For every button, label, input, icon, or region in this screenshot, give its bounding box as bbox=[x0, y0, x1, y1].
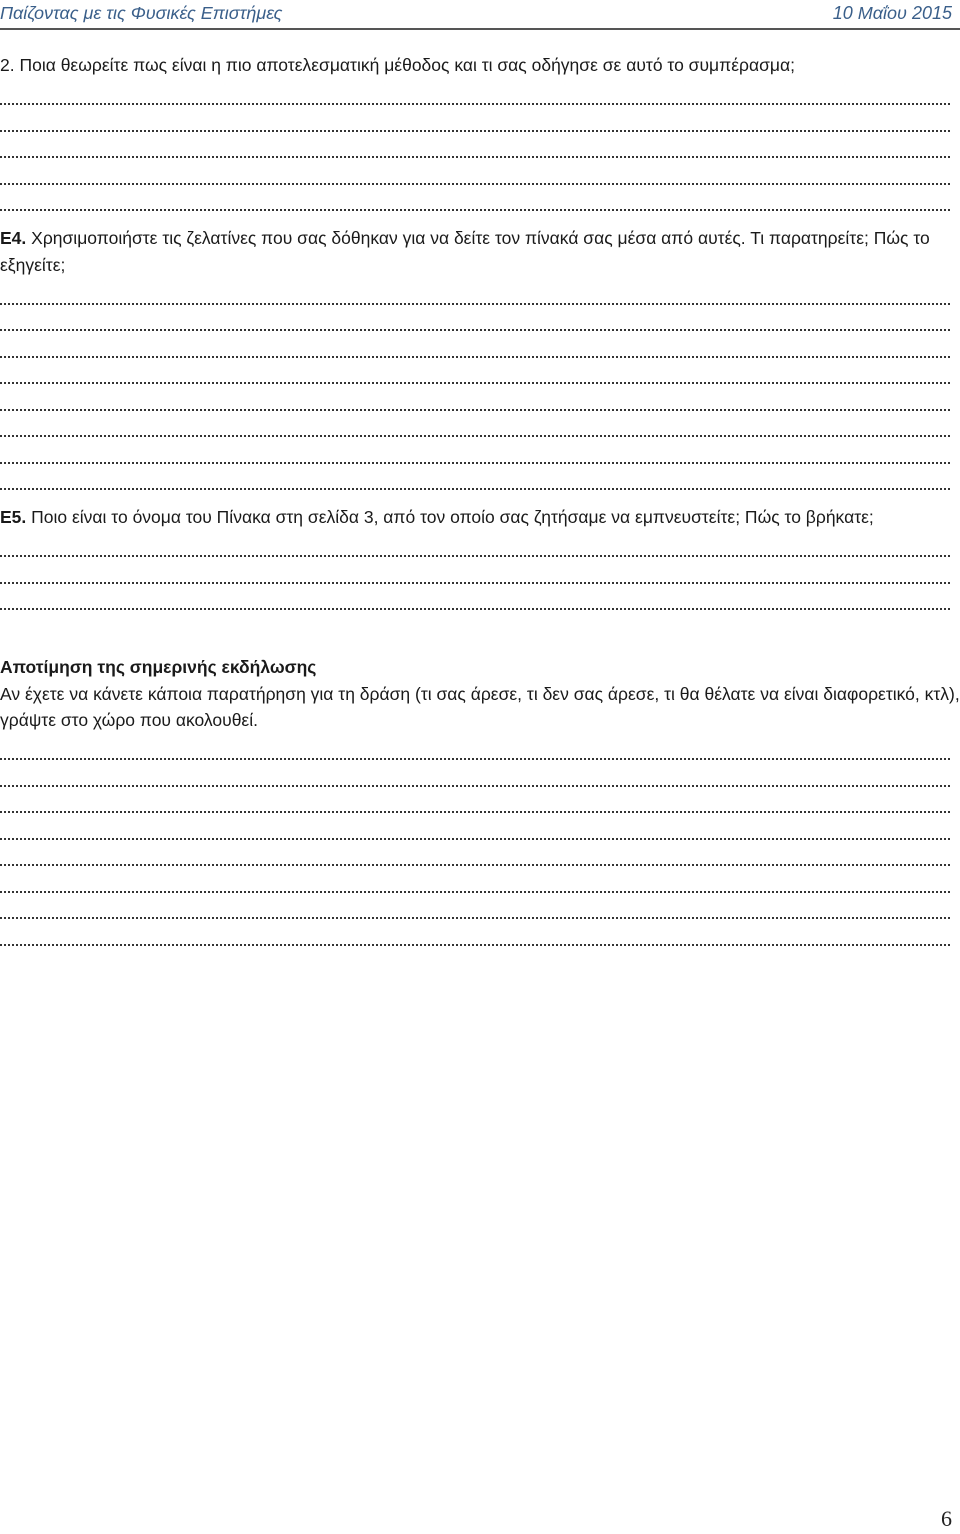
question-e4-text: Χρησιμοποιήστε τις ζελατίνες που σας δόθηκαν για να δείτε τον πίνακά σας μέσα από αυτές. Τι παρατηρείτε; Πώς το εξηγείτε; bbox=[0, 228, 930, 275]
question-2-text: 2. Ποια θεωρείτε πως είναι η πιο αποτελεσματική μέθοδος και τι σας οδήγησε σε αυτό το συμπέρασμα; bbox=[0, 55, 795, 75]
answer-line[interactable] bbox=[0, 919, 950, 946]
answer-line[interactable] bbox=[0, 813, 950, 840]
answer-lines-q2 bbox=[0, 79, 960, 212]
answer-line[interactable] bbox=[0, 584, 950, 611]
answer-line[interactable] bbox=[0, 79, 950, 106]
evaluation-title: Αποτίμηση της σημερινής εκδήλωσης bbox=[0, 657, 317, 677]
answer-lines-e4 bbox=[0, 278, 960, 490]
question-e5-text: Ποιο είναι το όνομα του Πίνακα στη σελίδα 3, από τον οποίο σας ζητήσαμε να εμπνευστείτε; Πώς το βρήκατε; bbox=[26, 507, 874, 527]
answer-line[interactable] bbox=[0, 893, 950, 920]
answer-line[interactable] bbox=[0, 358, 950, 385]
answer-line[interactable] bbox=[0, 866, 950, 893]
question-e4-number: Ε4. bbox=[0, 228, 27, 248]
question-e5 bbox=[0, 504, 960, 531]
question-e5-number: Ε5. bbox=[0, 507, 27, 527]
page-number: 6 bbox=[941, 1506, 952, 1531]
answer-line[interactable] bbox=[0, 734, 950, 761]
answer-line[interactable] bbox=[0, 531, 950, 558]
page-header bbox=[0, 0, 960, 30]
question-2 bbox=[0, 52, 960, 79]
answer-line[interactable] bbox=[0, 331, 950, 358]
evaluation-text: Αν έχετε να κάνετε κάποια παρατήρηση για τη δράση (τι σας άρεσε, τι δεν σας άρεσε, τι θα θέλατε να είναι διαφορετικό, κτλ), γράψτε στο χώρο που ακολουθεί. bbox=[0, 683, 960, 730]
answer-line[interactable] bbox=[0, 132, 950, 159]
answer-line[interactable] bbox=[0, 464, 950, 491]
answer-line[interactable] bbox=[0, 158, 950, 185]
answer-line[interactable] bbox=[0, 557, 950, 584]
answer-line[interactable] bbox=[0, 840, 950, 867]
answer-line[interactable] bbox=[0, 411, 950, 438]
header-date: 10 Μαΐου 2015 bbox=[832, 3, 952, 23]
answer-line[interactable] bbox=[0, 384, 950, 411]
answer-line[interactable] bbox=[0, 105, 950, 132]
answer-line[interactable] bbox=[0, 305, 950, 332]
answer-line[interactable] bbox=[0, 278, 950, 305]
page-content bbox=[0, 52, 960, 946]
header-title: Παίζοντας με τις Φυσικές Επιστήμες bbox=[0, 3, 283, 23]
answer-lines-evaluation bbox=[0, 734, 960, 946]
answer-line[interactable] bbox=[0, 787, 950, 814]
answer-lines-e5 bbox=[0, 531, 960, 611]
question-e4 bbox=[0, 225, 960, 278]
answer-line[interactable] bbox=[0, 185, 950, 212]
answer-line[interactable] bbox=[0, 760, 950, 787]
answer-line[interactable] bbox=[0, 437, 950, 464]
